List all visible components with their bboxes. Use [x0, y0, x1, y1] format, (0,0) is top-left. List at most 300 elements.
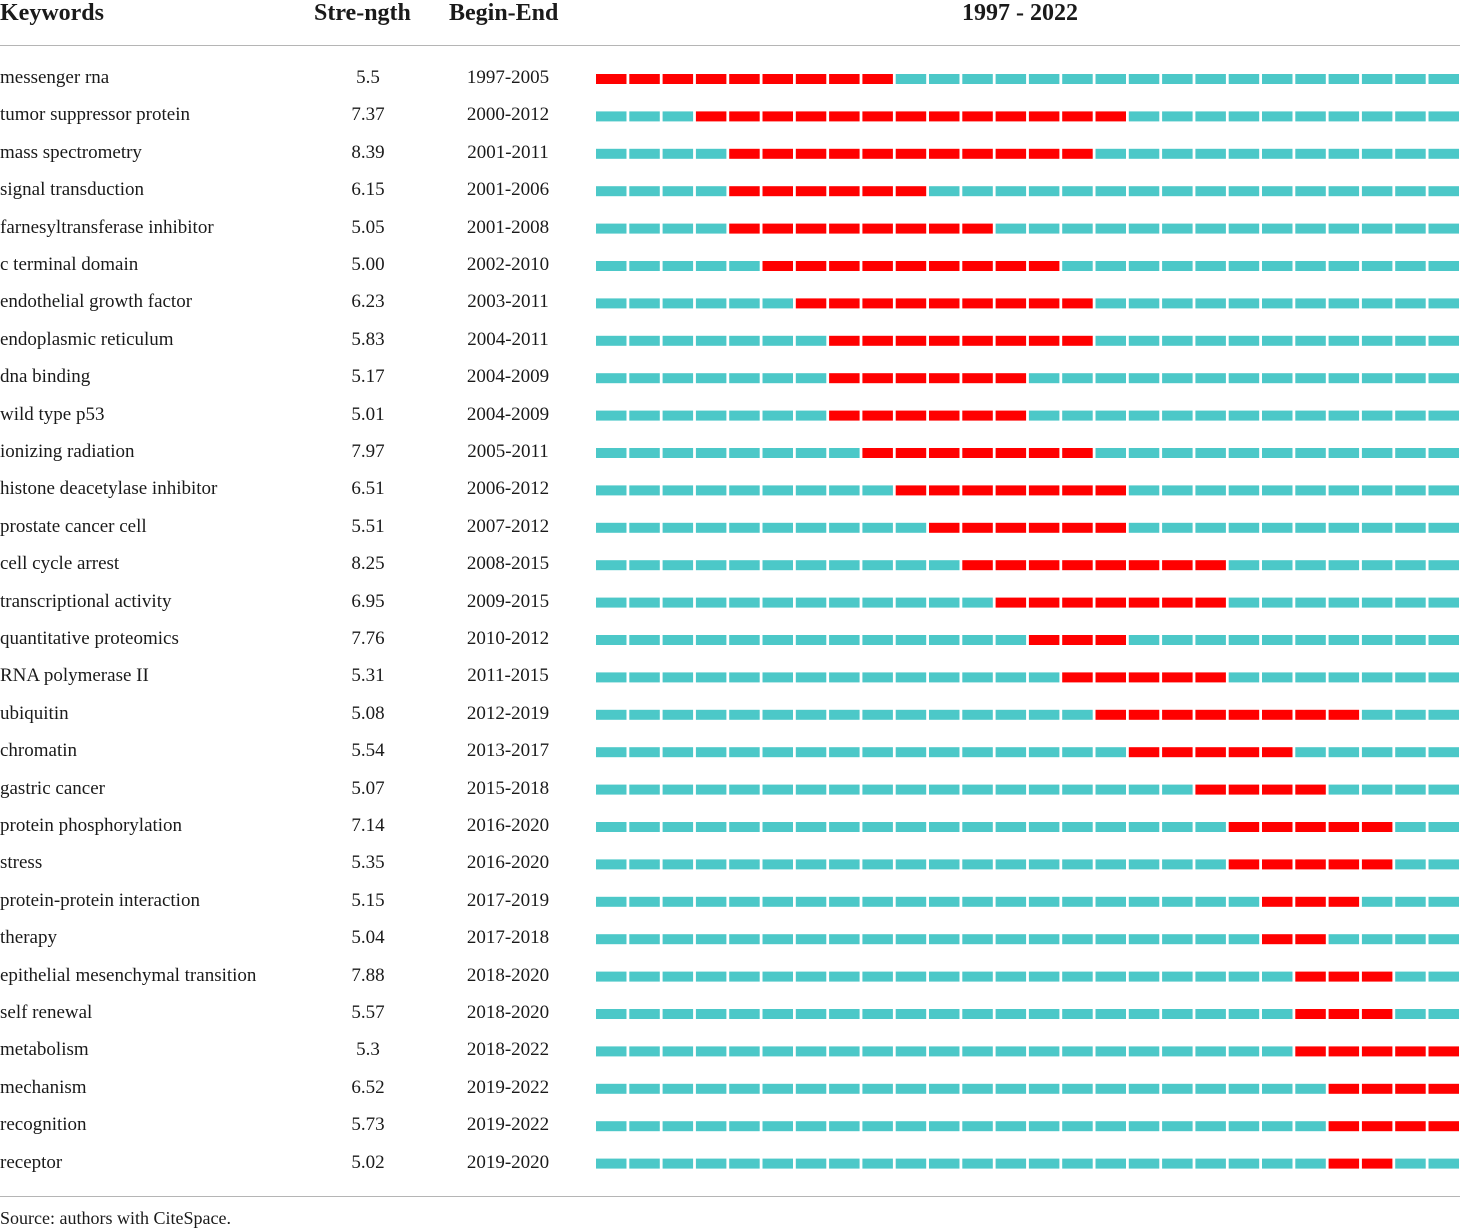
baseline-segment [729, 598, 760, 608]
baseline-segment [596, 1046, 627, 1056]
strength-value: 5.3 [356, 1039, 380, 1061]
baseline-segment [1062, 747, 1093, 757]
baseline-segment [862, 1121, 893, 1131]
baseline-segment [763, 1046, 794, 1056]
baseline-segment [862, 1084, 893, 1094]
baseline-segment [1029, 972, 1060, 982]
period-value: 2010-2012 [466, 628, 550, 649]
baseline-segment [896, 747, 927, 757]
baseline-segment [1062, 1009, 1093, 1019]
baseline-segment [696, 785, 727, 795]
baseline-segment [1429, 186, 1460, 196]
baseline-segment [1395, 523, 1426, 533]
burst-segment [1262, 785, 1293, 795]
baseline-segment [1362, 523, 1393, 533]
header-begin-end: Begin-End [449, 0, 559, 26]
baseline-segment [1429, 710, 1460, 720]
baseline-segment [1129, 411, 1160, 421]
burst-segment [796, 111, 827, 121]
burst-segment [696, 111, 727, 121]
baseline-segment [1262, 111, 1293, 121]
baseline-segment [596, 336, 627, 346]
baseline-segment [1429, 934, 1460, 944]
period-value: 2018-2020 [466, 964, 550, 986]
baseline-segment [1329, 298, 1360, 308]
baseline-segment [696, 1159, 727, 1169]
baseline-segment [929, 1159, 960, 1169]
baseline-segment [763, 560, 794, 570]
baseline-segment [996, 1121, 1027, 1131]
baseline-segment [729, 1084, 760, 1094]
burst-segment [1062, 635, 1093, 645]
strength-value: 8.25 [351, 553, 385, 575]
burst-segment [1096, 523, 1127, 533]
burst-segment [829, 149, 860, 159]
baseline-segment [1129, 485, 1160, 495]
burst-segment [829, 186, 860, 196]
burst-segment [962, 224, 993, 234]
burst-segment [596, 74, 627, 84]
baseline-segment [763, 859, 794, 869]
baseline-segment [1295, 74, 1326, 84]
baseline-segment [696, 972, 727, 982]
baseline-segment [1395, 298, 1426, 308]
baseline-segment [763, 822, 794, 832]
baseline-segment [796, 635, 827, 645]
baseline-segment [596, 373, 627, 383]
baseline-segment [829, 1159, 860, 1169]
baseline-segment [1096, 859, 1127, 869]
baseline-segment [1295, 224, 1326, 234]
baseline-segment [763, 373, 794, 383]
baseline-segment [696, 224, 727, 234]
baseline-segment [1096, 74, 1127, 84]
baseline-segment [1429, 448, 1460, 458]
baseline-segment [829, 485, 860, 495]
baseline-segment [896, 523, 927, 533]
baseline-segment [1429, 111, 1460, 121]
baseline-segment [1062, 1046, 1093, 1056]
baseline-segment [1395, 1009, 1426, 1019]
burst-segment [1029, 149, 1060, 159]
baseline-segment [1295, 1121, 1326, 1131]
strength-value: 5.73 [351, 1114, 385, 1136]
baseline-segment [663, 785, 694, 795]
baseline-segment [1229, 448, 1260, 458]
baseline-segment [1262, 74, 1293, 84]
baseline-segment [862, 710, 893, 720]
burst-segment [1262, 859, 1293, 869]
baseline-segment [962, 1009, 993, 1019]
baseline-segment [829, 822, 860, 832]
burst-segment [1295, 897, 1326, 907]
baseline-segment [862, 934, 893, 944]
keyword-label: ubiquitin [0, 702, 69, 724]
baseline-segment [1329, 336, 1360, 346]
baseline-segment [1262, 1009, 1293, 1019]
burst-segment [829, 261, 860, 271]
baseline-segment [1362, 747, 1393, 757]
baseline-segment [896, 972, 927, 982]
baseline-segment [1062, 822, 1093, 832]
baseline-segment [1229, 598, 1260, 608]
baseline-segment [1295, 373, 1326, 383]
burst-segment [1362, 1084, 1393, 1094]
baseline-segment [1096, 785, 1127, 795]
baseline-segment [629, 598, 660, 608]
baseline-segment [1062, 934, 1093, 944]
burst-segment [1329, 1159, 1360, 1169]
baseline-segment [1395, 74, 1426, 84]
baseline-segment [929, 785, 960, 795]
baseline-segment [696, 672, 727, 682]
baseline-segment [1395, 897, 1426, 907]
baseline-segment [1162, 1159, 1193, 1169]
baseline-segment [1162, 972, 1193, 982]
baseline-segment [962, 972, 993, 982]
baseline-segment [1229, 560, 1260, 570]
burst-segment [1329, 1046, 1360, 1056]
strength-value: 7.88 [351, 964, 385, 986]
baseline-segment [763, 672, 794, 682]
baseline-segment [1096, 149, 1127, 159]
period-value: 2004-2009 [466, 366, 550, 388]
baseline-segment [1029, 411, 1060, 421]
baseline-segment [1195, 972, 1226, 982]
baseline-segment [1229, 298, 1260, 308]
baseline-segment [696, 1009, 727, 1019]
baseline-segment [1162, 186, 1193, 196]
baseline-segment [896, 1084, 927, 1094]
burst-segment [1262, 747, 1293, 757]
baseline-segment [1262, 373, 1293, 383]
baseline-segment [596, 972, 627, 982]
baseline-segment [1262, 298, 1293, 308]
baseline-segment [1162, 224, 1193, 234]
baseline-segment [1129, 972, 1160, 982]
baseline-segment [796, 972, 827, 982]
burst-segment [1195, 747, 1226, 757]
burst-segment [896, 261, 927, 271]
baseline-segment [1429, 336, 1460, 346]
burst-segment [1162, 747, 1193, 757]
baseline-segment [629, 785, 660, 795]
baseline-segment [1362, 710, 1393, 720]
keyword-label: RNA polymerase II [0, 665, 149, 687]
burst-segment [829, 111, 860, 121]
baseline-segment [696, 822, 727, 832]
baseline-segment [1129, 74, 1160, 84]
baseline-segment [729, 822, 760, 832]
baseline-segment [629, 336, 660, 346]
keyword-label: histone deacetylase inhibitor [0, 478, 218, 500]
baseline-segment [1395, 635, 1426, 645]
baseline-segment [596, 224, 627, 234]
burst-segment [796, 224, 827, 234]
baseline-segment [1029, 934, 1060, 944]
baseline-segment [663, 261, 694, 271]
burst-segment [1096, 485, 1127, 495]
baseline-segment [1229, 411, 1260, 421]
baseline-segment [629, 1084, 660, 1094]
strength-value: 7.37 [351, 104, 385, 126]
baseline-segment [896, 635, 927, 645]
baseline-segment [896, 1009, 927, 1019]
baseline-segment [1262, 598, 1293, 608]
baseline-segment [1162, 485, 1193, 495]
keyword-label: protein-protein interaction [0, 889, 200, 911]
baseline-segment [1162, 74, 1193, 84]
period-value: 2001-2008 [466, 216, 550, 238]
burst-segment [829, 224, 860, 234]
baseline-segment [1262, 224, 1293, 234]
baseline-segment [696, 1084, 727, 1094]
baseline-segment [796, 598, 827, 608]
baseline-segment [629, 111, 660, 121]
keyword-label: epithelial mesenchymal transition [0, 964, 257, 986]
baseline-segment [862, 560, 893, 570]
baseline-segment [1429, 972, 1460, 982]
baseline-segment [1429, 74, 1460, 84]
burst-segment [1295, 859, 1326, 869]
baseline-segment [1362, 411, 1393, 421]
baseline-segment [1229, 635, 1260, 645]
burst-segment [1062, 448, 1093, 458]
baseline-segment [996, 672, 1027, 682]
baseline-segment [729, 336, 760, 346]
burst-segment [1062, 485, 1093, 495]
baseline-segment [796, 1121, 827, 1131]
strength-value: 6.95 [351, 590, 385, 612]
burst-segment [862, 373, 893, 383]
baseline-segment [829, 1084, 860, 1094]
baseline-segment [763, 934, 794, 944]
burst-segment [1262, 934, 1293, 944]
baseline-segment [629, 747, 660, 757]
baseline-segment [996, 785, 1027, 795]
baseline-segment [962, 1159, 993, 1169]
baseline-segment [729, 859, 760, 869]
baseline-segment [1295, 1159, 1326, 1169]
baseline-segment [896, 1046, 927, 1056]
baseline-segment [862, 1046, 893, 1056]
baseline-segment [1195, 111, 1226, 121]
baseline-segment [729, 261, 760, 271]
burst-segment [896, 336, 927, 346]
baseline-segment [862, 822, 893, 832]
keyword-label: c terminal domain [0, 254, 139, 275]
burst-segment [1295, 822, 1326, 832]
baseline-segment [1295, 448, 1326, 458]
baseline-segment [1362, 149, 1393, 159]
baseline-segment [696, 934, 727, 944]
burst-segment [896, 111, 927, 121]
baseline-segment [663, 747, 694, 757]
burst-segment [996, 448, 1027, 458]
burst-segment [1329, 710, 1360, 720]
burst-segment [829, 298, 860, 308]
baseline-segment [1429, 224, 1460, 234]
baseline-segment [1329, 560, 1360, 570]
strength-value: 6.15 [351, 179, 385, 201]
period-value: 2019-2020 [466, 1151, 550, 1173]
keyword-label: chromatin [0, 740, 78, 762]
baseline-segment [929, 1046, 960, 1056]
baseline-segment [1195, 822, 1226, 832]
baseline-segment [729, 1121, 760, 1131]
baseline-segment [1362, 261, 1393, 271]
baseline-segment [996, 224, 1027, 234]
baseline-segment [1062, 186, 1093, 196]
baseline-segment [1096, 336, 1127, 346]
baseline-segment [1429, 298, 1460, 308]
baseline-segment [1129, 859, 1160, 869]
keyword-label: mechanism [0, 1076, 87, 1098]
burst-segment [929, 336, 960, 346]
baseline-segment [896, 934, 927, 944]
burst-segment [729, 111, 760, 121]
baseline-segment [696, 710, 727, 720]
baseline-segment [1295, 1084, 1326, 1094]
baseline-segment [1329, 523, 1360, 533]
burst-segment [1295, 972, 1326, 982]
burst-segment [1362, 972, 1393, 982]
burst-segment [996, 523, 1027, 533]
keyword-label: recognition [0, 1114, 87, 1136]
baseline-segment [796, 336, 827, 346]
baseline-segment [1062, 859, 1093, 869]
baseline-segment [962, 934, 993, 944]
baseline-segment [663, 822, 694, 832]
baseline-segment [1329, 448, 1360, 458]
baseline-segment [663, 1121, 694, 1131]
period-value: 2017-2019 [466, 889, 550, 911]
baseline-segment [1062, 373, 1093, 383]
baseline-segment [696, 261, 727, 271]
baseline-segment [763, 635, 794, 645]
baseline-segment [796, 523, 827, 533]
baseline-segment [996, 859, 1027, 869]
burst-segment [929, 448, 960, 458]
keyword-label: self renewal [0, 1002, 93, 1023]
strength-value: 5.02 [351, 1151, 385, 1173]
strength-value: 5.51 [351, 515, 385, 537]
burst-segment [862, 336, 893, 346]
burst-segment [929, 298, 960, 308]
baseline-segment [696, 1046, 727, 1056]
burst-segment [862, 298, 893, 308]
burst-segment [929, 111, 960, 121]
burst-segment [1062, 298, 1093, 308]
baseline-segment [596, 1009, 627, 1019]
header-strength: Stre-ngth [314, 0, 411, 26]
baseline-segment [1262, 1159, 1293, 1169]
burst-segment [1395, 1046, 1426, 1056]
baseline-segment [1329, 598, 1360, 608]
baseline-segment [596, 1159, 627, 1169]
baseline-segment [1195, 74, 1226, 84]
burst-segment [1129, 560, 1160, 570]
keyword-label: endothelial growth factor [0, 291, 193, 313]
baseline-segment [1362, 224, 1393, 234]
strength-value: 6.23 [351, 291, 385, 313]
baseline-segment [1429, 598, 1460, 608]
baseline-segment [1262, 1084, 1293, 1094]
period-value: 2018-2022 [466, 1039, 550, 1061]
baseline-segment [596, 897, 627, 907]
footer-rule [0, 1196, 1460, 1197]
baseline-segment [1029, 859, 1060, 869]
burst-segment [929, 411, 960, 421]
baseline-segment [996, 74, 1027, 84]
baseline-segment [729, 448, 760, 458]
burst-segment [1062, 111, 1093, 121]
header-keywords: Keywords [0, 0, 104, 26]
baseline-segment [1429, 672, 1460, 682]
baseline-segment [629, 373, 660, 383]
baseline-segment [663, 336, 694, 346]
baseline-segment [1262, 1121, 1293, 1131]
baseline-segment [596, 523, 627, 533]
baseline-segment [1395, 111, 1426, 121]
burst-segment [1229, 747, 1260, 757]
baseline-segment [1129, 523, 1160, 533]
baseline-segment [696, 298, 727, 308]
baseline-segment [1195, 373, 1226, 383]
burst-segment [1029, 598, 1060, 608]
baseline-segment [1262, 149, 1293, 159]
baseline-segment [696, 598, 727, 608]
baseline-segment [596, 785, 627, 795]
baseline-segment [1429, 411, 1460, 421]
burst-segment [862, 74, 893, 84]
baseline-segment [596, 485, 627, 495]
burst-segment [996, 111, 1027, 121]
baseline-segment [663, 1009, 694, 1019]
baseline-segment [596, 747, 627, 757]
baseline-segment [829, 1009, 860, 1019]
baseline-segment [1129, 261, 1160, 271]
baseline-segment [896, 560, 927, 570]
baseline-segment [763, 448, 794, 458]
baseline-segment [596, 822, 627, 832]
baseline-segment [729, 411, 760, 421]
period-value: 2007-2012 [466, 515, 550, 537]
baseline-segment [1295, 560, 1326, 570]
baseline-segment [1195, 448, 1226, 458]
baseline-segment [896, 1159, 927, 1169]
baseline-segment [829, 1121, 860, 1131]
baseline-segment [763, 598, 794, 608]
baseline-segment [1062, 1121, 1093, 1131]
baseline-segment [729, 972, 760, 982]
baseline-segment [696, 523, 727, 533]
baseline-segment [629, 298, 660, 308]
baseline-segment [896, 859, 927, 869]
baseline-segment [996, 186, 1027, 196]
baseline-segment [1395, 785, 1426, 795]
burst-segment [1229, 785, 1260, 795]
baseline-segment [1029, 785, 1060, 795]
period-value: 2011-2015 [467, 665, 549, 687]
burst-segment [996, 336, 1027, 346]
baseline-segment [1229, 897, 1260, 907]
burst-segment [862, 261, 893, 271]
baseline-segment [1429, 523, 1460, 533]
strength-value: 7.97 [351, 441, 385, 462]
baseline-segment [596, 635, 627, 645]
baseline-segment [1329, 373, 1360, 383]
